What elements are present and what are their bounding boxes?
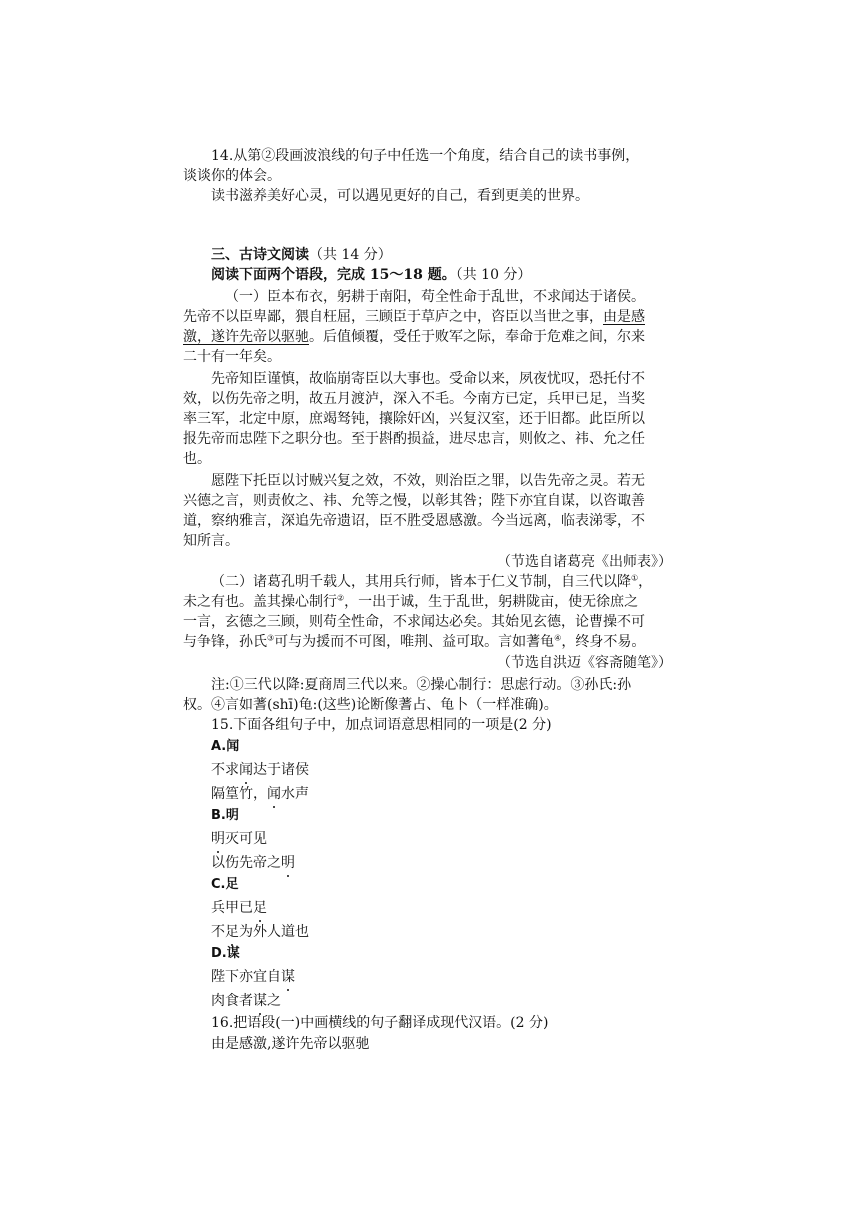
text: 以伤先帝之 (211, 855, 281, 871)
text: 陛下亦宜自 (211, 969, 281, 985)
text: 不 (211, 924, 225, 940)
passage1-p2-line-4: 报先帝而忠陛下之职分也。至于斟酌损益，进尽忠言，则攸之、祎、允之任 (183, 431, 645, 447)
text: 隔篁竹， (211, 786, 267, 802)
passage2-line-4-mid: 可与为援而不可图，唯荆、益可取。言如蓍龟 (274, 634, 555, 650)
text: 之 (267, 993, 281, 1009)
q16-answer: 由是感激,遂许先帝以驱驰 (211, 1036, 370, 1052)
passage1-p1-line-2-text: 先帝不以臣卑鄙，猥自枉屈，三顾臣于草庐之中，咨臣以当世之事， (183, 309, 603, 325)
passage1-p1-line-3-text: 。后值倾覆，受任于败军之际，奉命于危难之间，尔来 (309, 329, 645, 345)
dotted-word: 闻 (267, 786, 281, 802)
passage1-source: （节选自诸葛亮《出师表》） (497, 554, 672, 570)
text: 不求 (211, 762, 239, 778)
footnote-ref-3: ③ (267, 633, 275, 643)
passage2-line-3: 一言，玄德之三顾，则苟全性命，不求闻达必矣。其始见玄德，论曹操不可 (183, 614, 645, 630)
text: 为外人道也 (239, 924, 309, 940)
dotted-word: 足 (225, 924, 239, 940)
passage2-line-4-end: ，终身不易。 (561, 634, 646, 650)
q15-option-d-sentence-2 (211, 991, 281, 1011)
passage2-line-1-text: （二）诸葛孔明千载人，其用兵行师，皆本于仁义节制，自三代以降 (211, 574, 631, 590)
dotted-word: 明 (281, 855, 295, 871)
passage2-source: （节选自洪迈《容斋随笔》） (497, 655, 672, 671)
text: 肉食者 (211, 993, 253, 1009)
text: 达于诸侯 (253, 762, 309, 778)
passage1-p1-line-1: （一）臣本布衣，躬耕于南阳，苟全性命于乱世，不求闻达于诸侯。 (225, 289, 645, 305)
dotted-word: 谋 (253, 993, 267, 1009)
footnote-ref-1: ① (631, 573, 639, 583)
passage2-line-4-text: 与争锋，孙氏 (183, 634, 267, 650)
passage1-p1-line-4: 二十有一年矣。 (183, 349, 281, 365)
passage2-line-2 (183, 592, 638, 612)
passage2-line-1-end: ， (638, 574, 653, 590)
q14-line-2: 谈谈你的体会。 (183, 168, 281, 184)
dotted-word: 足 (253, 900, 267, 916)
footnote-ref-2: ② (337, 593, 345, 603)
dotted-word: 闻 (239, 762, 253, 778)
text: 水声 (281, 786, 309, 802)
notes-line-2: 权。④言如蓍(shī)龟:(这些)论断像蓍占、龟卜（一样准确)。 (183, 697, 558, 713)
section-3-heading (211, 245, 392, 265)
passage1-p1-line-2 (183, 307, 645, 327)
q15-option-c-sentence-2 (211, 922, 309, 942)
passage1-p2-line-1: 先帝知臣谨慎，故临崩寄臣以大事也。受命以来，夙夜忧叹，恐托付不 (211, 371, 645, 387)
instruction-score: （共 10 分） (455, 267, 532, 283)
q15-option-c-sentence-1 (211, 898, 267, 918)
passage1-p3-line-4: 知所言。 (183, 533, 239, 549)
text: 兵甲已 (211, 900, 253, 916)
q15-option-d-label: D.谋 (211, 946, 240, 961)
passage1-p2-line-5: 也。 (183, 451, 211, 467)
passage1-p2-line-3: 率三军，北定中原，庶竭驽钝，攘除奸凶，兴复汉室，还于旧都。此臣所以 (183, 411, 645, 427)
section-3-score: （共 14 分） (309, 247, 392, 263)
passage1-p1-line-3 (183, 327, 645, 347)
instruction-text: 阅读下面两个语段，完成 15～18 题。 (211, 267, 456, 283)
passage2-line-2-text: 未之有也。盖其操心制行 (183, 594, 337, 610)
q15-option-a-sentence-1 (211, 760, 309, 780)
q15-option-d-sentence-1 (211, 967, 295, 987)
q15-option-a-sentence-2 (211, 784, 309, 804)
notes-line-1: 注:①三代以降:夏商周三代以来。②操心制行：思虑行动。③孙氏:孙 (211, 677, 632, 693)
instruction (211, 265, 531, 285)
underlined-sentence-part-2: 激，遂许先帝以驱驰 (183, 329, 309, 345)
q15-option-b-sentence-2 (211, 853, 295, 873)
q15-option-b-sentence-1 (211, 829, 267, 849)
underlined-sentence-part-1: 由是感 (603, 309, 645, 325)
passage1-p3-line-3: 道，察纳雅言，深追先帝遗诏，臣不胜受恩感激。今当远离，临表涕零，不 (183, 513, 645, 529)
passage1-p2-line-2: 效，以伤先帝之明，故五月渡泸，深入不毛。今南方已定，兵甲已足，当奖 (183, 391, 645, 407)
passage2-line-2-end: ，一出于诚，生于乱世，躬耕陇亩，使无徐庶之 (344, 594, 639, 610)
text: 灭可见 (225, 831, 267, 847)
passage1-p3-line-2: 兴德之言，则责攸之、祎、允等之慢，以彰其咎；陛下亦宜自谋，以咨诹善 (183, 493, 645, 509)
passage1-p3-line-1: 愿陛下托臣以讨贼兴复之效，不效，则治臣之罪，以告先帝之灵。若无 (211, 473, 645, 489)
q15-stem: 15.下面各组句子中，加点词语意思相同的一项是(2 分) (211, 717, 552, 733)
section-3-title: 三、古诗文阅读 (211, 247, 309, 263)
dotted-word: 谋 (281, 969, 295, 985)
q15-option-c-label: C.足 (211, 877, 239, 892)
footnote-ref-4: ④ (554, 633, 562, 643)
passage2-line-1 (211, 572, 652, 592)
q16-stem: 16.把语段(一)中画横线的句子翻译成现代汉语。(2 分) (211, 1015, 549, 1031)
q14-line-1: 14.从第②段画波浪线的句子中任选一个角度，结合自己的读书事例， (211, 148, 640, 164)
q14-answer: 读书滋养美好心灵，可以遇见更好的自己，看到更美的世界。 (211, 188, 589, 204)
q15-option-b-label: B.明 (211, 808, 239, 823)
dotted-word: 明 (211, 831, 225, 847)
q15-option-a-label: A.闻 (211, 739, 240, 754)
passage2-line-4 (183, 632, 645, 652)
